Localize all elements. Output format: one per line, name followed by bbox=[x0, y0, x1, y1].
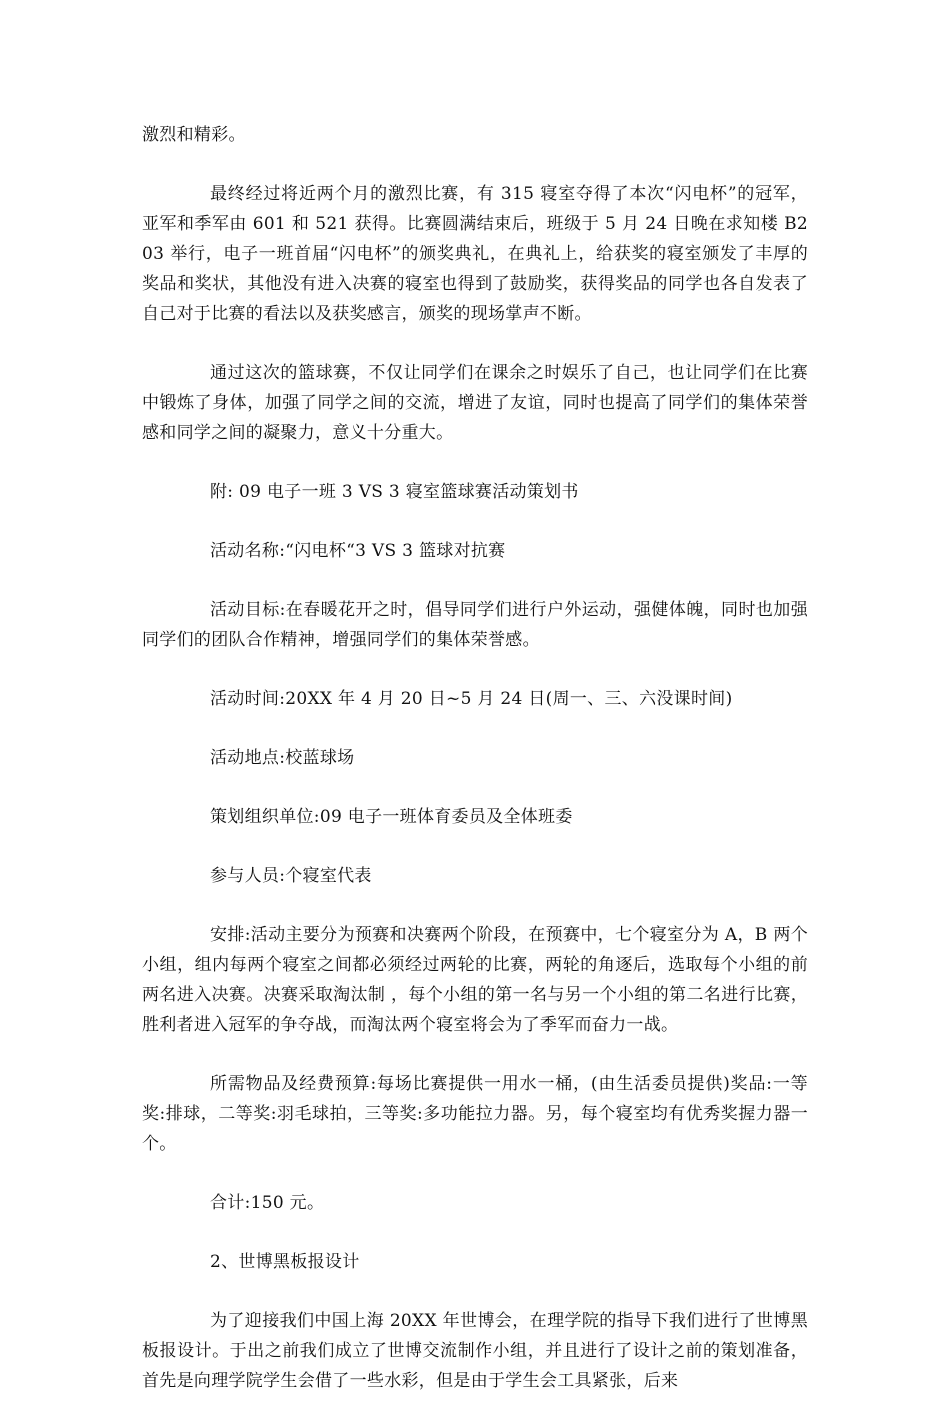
arrangement: 安排:活动主要分为预赛和决赛两个阶段，在预赛中，七个寝室分为 A，B 两个小组，组内每两个寝室之间都必须经过两轮的比赛，两轮的角逐后，选取每个小组的前两名进入决赛。决赛采取淘汰制 ，每个小组的第一名与另一个小组的第二名进行比赛，胜利者进入冠军的争夺战，而淘汰两个寝室将会为了季军而奋力一战。 bbox=[142, 925, 808, 1035]
paragraph-significance: 通过这次的篮球赛，不仅让同学们在课余之时娱乐了自己，也让同学们在比赛中锻炼了身体，加强了同学之间的交流，增进了友谊，同时也提高了同学们的集体荣誉感和同学之间的凝聚力，意义十分重大。 bbox=[142, 363, 808, 443]
materials-budget: 所需物品及经费预算:每场比赛提供一用水一桶，(由生活委员提供)奖品:一等奖:排球，二等奖:羽毛球拍，三等奖:多功能拉力器。另，每个寝室均有优秀奖握力器一个。 bbox=[142, 1074, 808, 1154]
section-heading: 2、世博黑板报设计 bbox=[210, 1252, 360, 1272]
paragraph-expo-board: 为了迎接我们中国上海 20XX 年世博会，在理学院的指导下我们进行了世博黑板报设计。于出之前我们成立了世博交流制作小组，并且进行了设计之前的策划准备，首先是向理学院学生会借了一些水彩，但是由于学生会工具紧张，后来 bbox=[142, 1311, 808, 1391]
activity-name: 活动名称:“闪电杯“3 VS 3 篮球对抗赛 bbox=[210, 541, 506, 561]
document-body bbox=[142, 120, 808, 1425]
participants: 参与人员:个寝室代表 bbox=[210, 866, 372, 886]
activity-time: 活动时间:20XX 年 4 月 20 日~5 月 24 日(周一、三、六没课时间) bbox=[210, 689, 733, 709]
activity-location: 活动地点:校蓝球场 bbox=[210, 748, 355, 768]
paragraph-continuation: 激烈和精彩。 bbox=[142, 125, 246, 145]
paragraph-final-result: 最终经过将近两个月的激烈比赛，有 315 寝室夺得了本次“闪电杯”的冠军，亚军和季军由 601 和 521 获得。比赛圆满结束后，班级于 5 月 24 日晚在求知楼 B203 举行，电子一班首届“闪电杯”的颁奖典礼，在典礼上，给获奖的寝室颁发了丰厚的奖品和奖状，其他没有进入决赛的寝室也得到了鼓励奖，获得奖品的同学也各自发表了自己对于比赛的看法以及获奖感言，颁奖的现场掌声不断。 bbox=[142, 184, 808, 324]
activity-goal: 活动目标:在春暖花开之时，倡导同学们进行户外运动，强健体魄，同时也加强同学们的团队合作精神，增强同学们的集体荣誉感。 bbox=[142, 600, 808, 650]
appendix-title: 附: 09 电子一班 3 VS 3 寝室篮球赛活动策划书 bbox=[210, 482, 579, 502]
organizer: 策划组织单位:09 电子一班体育委员及全体班委 bbox=[210, 807, 573, 827]
total-cost: 合计:150 元。 bbox=[210, 1193, 325, 1213]
